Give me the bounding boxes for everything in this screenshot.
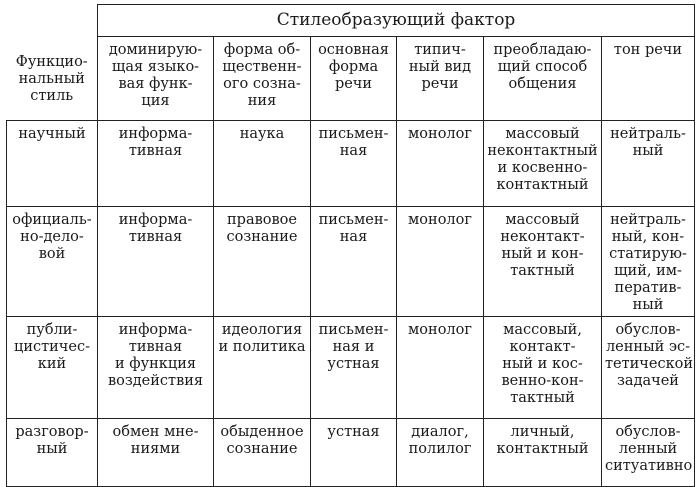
table-cell: идеология и политика xyxy=(214,317,311,419)
row-style-name: официаль- но-дело- вой xyxy=(7,207,98,317)
table-cell: письмен- ная и устная xyxy=(311,317,397,419)
table-cell: правовое сознание xyxy=(214,207,311,317)
table-cell: массовый, контакт- ный и кос- венно-кон- тактный xyxy=(484,317,602,419)
row-style-name: публи- цистичес- кий xyxy=(7,317,98,419)
stub-header: Функцио- нальный стиль xyxy=(7,37,98,121)
table-cell: письмен- ная xyxy=(311,121,397,207)
table-cell: обуслов- ленный ситуативно xyxy=(602,419,695,487)
row-style-name: разговор- ный xyxy=(7,419,98,487)
table-cell: обыденное сознание xyxy=(214,419,311,487)
table-cell: нейтраль- ный xyxy=(602,121,695,207)
table-cell: личный, контактный xyxy=(484,419,602,487)
column-header: тон речи xyxy=(602,37,695,121)
table-cell: монолог xyxy=(397,121,484,207)
table-row xyxy=(7,317,695,419)
table-cell: монолог xyxy=(397,317,484,419)
column-header: форма об- щественн- ого созна- ния xyxy=(214,37,311,121)
table-cell: обмен мне- ниями xyxy=(98,419,214,487)
table-cell: информа- тивная xyxy=(98,207,214,317)
column-header: основная форма речи xyxy=(311,37,397,121)
column-header: типич- ный вид речи xyxy=(397,37,484,121)
table-cell: массовый неконтакт- ный и кон- тактный xyxy=(484,207,602,317)
table-cell: обуслов- ленный эс- тетической задачей xyxy=(602,317,695,419)
table-stub-corner xyxy=(7,5,98,37)
table-cell: письмен- ная xyxy=(311,207,397,317)
group-header: Стилеобразующий фактор xyxy=(98,5,695,37)
row-style-name: научный xyxy=(7,121,98,207)
table-cell: информа- тивная и функция воздействия xyxy=(98,317,214,419)
column-header: доминирую- щая языко- вая функ- ция xyxy=(98,37,214,121)
table-cell: диалог, полилог xyxy=(397,419,484,487)
table-cell: устная xyxy=(311,419,397,487)
table-cell: информа- тивная xyxy=(98,121,214,207)
table-row xyxy=(7,419,695,487)
table-cell: наука xyxy=(214,121,311,207)
table-cell: монолог xyxy=(397,207,484,317)
table-row xyxy=(7,207,695,317)
functional-styles-table xyxy=(6,4,695,487)
column-header: преобладаю- щий способ общения xyxy=(484,37,602,121)
table-cell: нейтраль- ный, кон- статирую- щий, им- ператив- ный xyxy=(602,207,695,317)
table-cell: массовый неконтактный и косвенно- контактный xyxy=(484,121,602,207)
table-row xyxy=(7,121,695,207)
